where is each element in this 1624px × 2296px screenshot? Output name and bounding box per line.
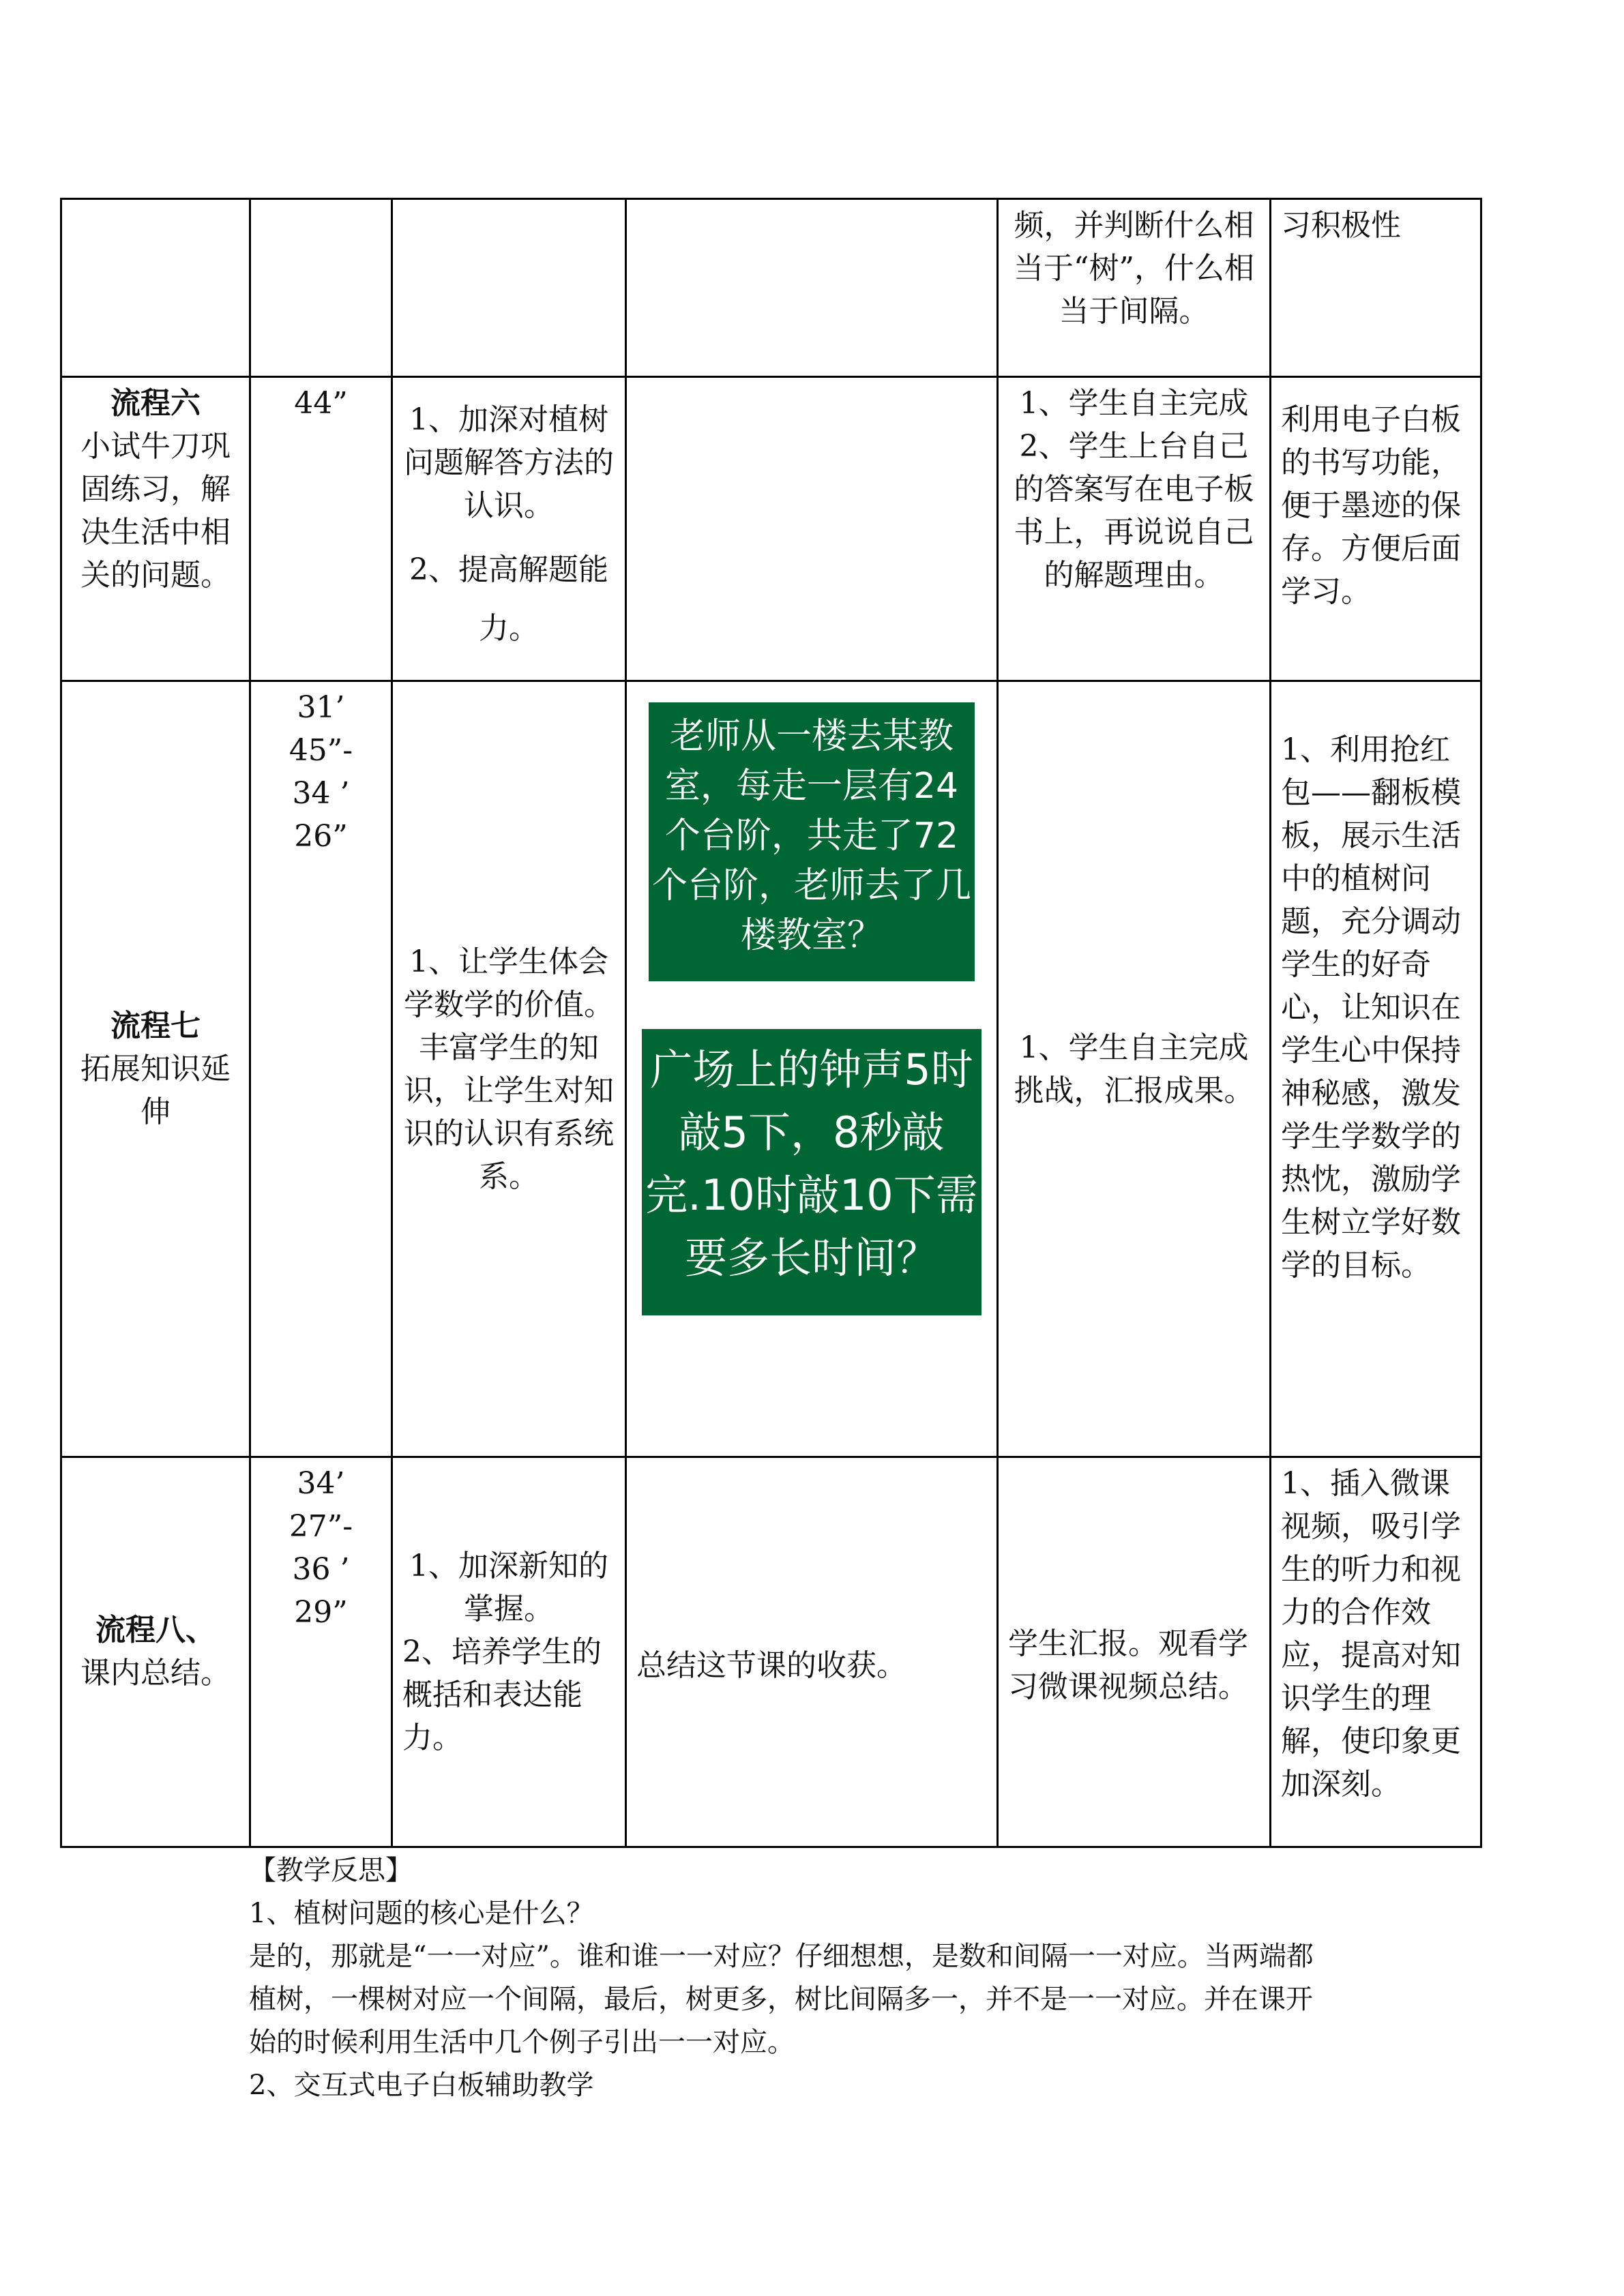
student-activity-text: 2、学生上台自己的答案写在电子板书上，再说说自己的解题理由。	[1014, 428, 1254, 593]
time-cell	[250, 199, 392, 377]
time-line: 27”-	[289, 1508, 353, 1544]
teaching-reflection	[249, 1849, 1422, 2107]
student-cell	[998, 681, 1271, 1457]
student-activity-text: 学生汇报。观看学习微课视频总结。	[1008, 1626, 1248, 1705]
goal-text: 2、培养学生的概括和表达能力。	[402, 1634, 602, 1755]
reflection-paragraph-line: 始的时候利用生活中几个例子引出一一对应。	[249, 2027, 795, 2058]
time-line: 34 ’	[292, 776, 350, 811]
time-cell	[250, 376, 392, 681]
stage-title: 流程八、	[95, 1613, 216, 1648]
reflection-heading: 【教学反思】	[249, 1855, 413, 1886]
goal-cell	[392, 376, 626, 681]
design-intent-text: 1、利用抢红包——翻板模板，展示生活中的植树问题，充分调动学生的好奇心，让知识在学生心中保持神秘感，激发学生学数学的热忱，激励学生树立学好数学的目标。	[1281, 732, 1461, 1283]
intent-cell	[1271, 199, 1481, 377]
design-intent-text: 1、插入微课视频，吸引学生的听力和视力的合作效应，提高对知识学生的理解，使印象更加深刻。	[1281, 1465, 1461, 1802]
time-line: 34’	[297, 1465, 345, 1501]
intent-cell	[1271, 1457, 1481, 1847]
time-line: 29”	[294, 1594, 348, 1630]
time-line: 26”	[294, 819, 348, 854]
design-intent-text: 习积极性	[1281, 208, 1401, 243]
time-line: 31’	[297, 690, 345, 726]
teacher-cell	[626, 1457, 998, 1847]
student-cell	[998, 199, 1271, 377]
student-cell	[998, 1457, 1271, 1847]
goal-cell	[392, 1457, 626, 1847]
teacher-cell	[626, 376, 998, 681]
goal-text: 丰富学生的知识，让学生对知识的认识有系统系。	[404, 1030, 614, 1194]
reflection-paragraph-line: 是的，那就是“一一对应”。谁和谁一一对应？仔细想想，是数和间隔一一对应。当两端都	[249, 1941, 1314, 1972]
stage-title: 流程七	[110, 1009, 201, 1044]
teacher-cell	[626, 681, 998, 1457]
student-activity-text: 1、学生自主完成	[1019, 385, 1249, 421]
goal-text: 1、加深新知的掌握。	[409, 1548, 608, 1626]
reflection-paragraph-line: 植树，一棵树对应一个间隔，最后，树更多，树比间隔多一，并不是一一对应。并在课开	[249, 1984, 1313, 2015]
student-activity-text: 频，并判断什么相当于“树”，什么相当于间隔。	[1014, 208, 1254, 329]
teacher-activity-text: 总结这节课的收获。	[636, 1648, 906, 1683]
intent-cell	[1271, 376, 1481, 681]
time-cell	[250, 681, 392, 1457]
time-line: 36 ’	[292, 1551, 350, 1587]
time-cell	[250, 1457, 392, 1847]
student-cell	[998, 376, 1271, 681]
table-row	[61, 376, 1481, 681]
time-line: 45”-	[289, 733, 353, 769]
goal-cell	[392, 681, 626, 1457]
stage-cell	[61, 376, 250, 681]
student-activity-text: 1、学生自主完成挑战，汇报成果。	[1014, 1030, 1254, 1108]
stage-cell	[61, 681, 250, 1457]
problem-card: 老师从一楼去某教室，每走一层有24个台阶，共走了72个台阶，老师去了几楼教室？	[649, 702, 975, 981]
teacher-cell	[626, 199, 998, 377]
goal-cell	[392, 199, 626, 377]
table-row	[61, 199, 1481, 377]
lesson-plan-table	[60, 198, 1482, 1848]
goal-text: 1、让学生体会学数学的价值。	[404, 944, 614, 1022]
reflection-question: 2、交互式电子白板辅助教学	[249, 2070, 594, 2101]
problem-card: 广场上的钟声5时敲5下，8秒敲完.10时敲10下需要多长时间？	[642, 1029, 981, 1315]
stage-description: 小试牛刀巩固练习，解决生活中相关的问题。	[80, 428, 231, 593]
stage-description: 拓展知识延伸	[80, 1052, 231, 1130]
stage-title: 流程六	[110, 385, 201, 421]
design-intent-text: 利用电子白板的书写功能，便于墨迹的保存。方便后面学习。	[1281, 402, 1461, 609]
stage-description: 课内总结。	[80, 1656, 231, 1691]
goal-text: 2、提高解题能力。	[409, 552, 608, 646]
time-value: 44”	[294, 385, 348, 421]
table-row	[61, 1457, 1481, 1847]
reflection-question: 1、植树问题的核心是什么？	[249, 1898, 594, 1929]
stage-cell	[61, 199, 250, 377]
goal-text: 1、加深对植树问题解答方法的认识。	[404, 402, 614, 523]
intent-cell	[1271, 681, 1481, 1457]
stage-cell	[61, 1457, 250, 1847]
table-row	[61, 681, 1481, 1457]
